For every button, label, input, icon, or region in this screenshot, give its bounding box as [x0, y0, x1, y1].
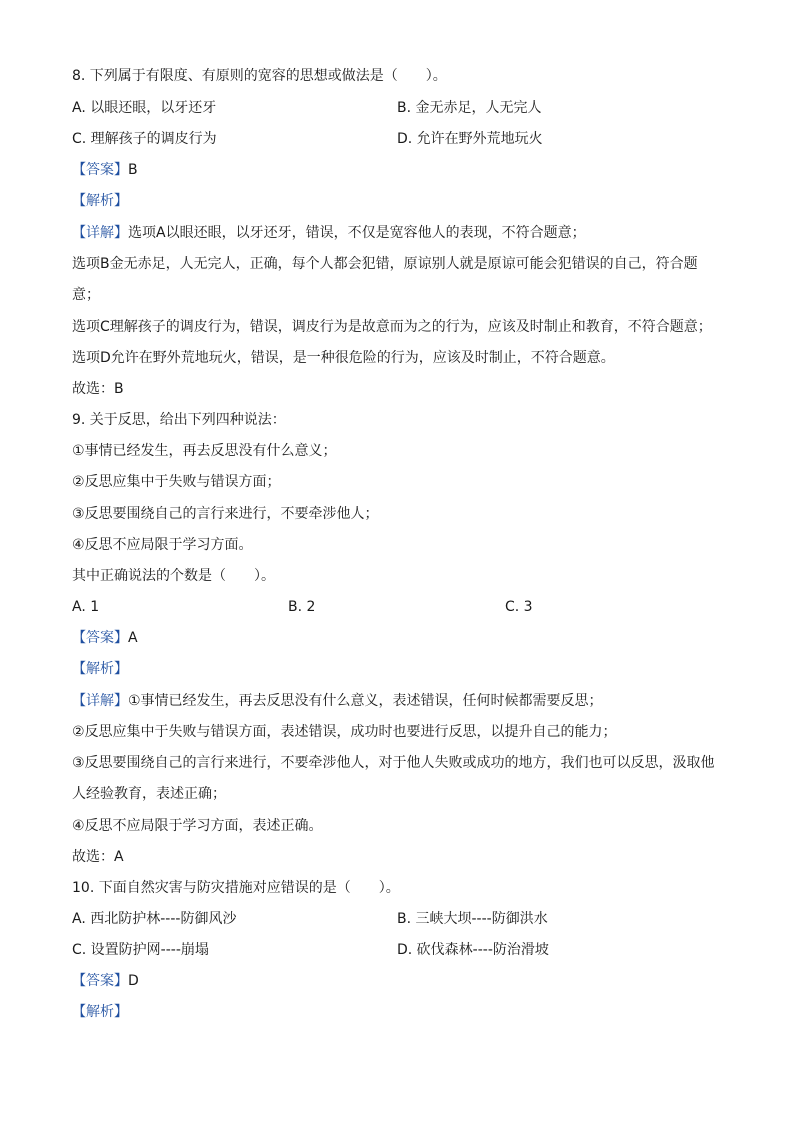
q9-analysis-tag: 【解析】: [72, 661, 128, 677]
q8-analysis-tag: 【解析】: [72, 193, 128, 209]
detail-tag: 【详解】: [72, 693, 128, 709]
q10-option-a: A. 西北防护林----防御风沙: [72, 911, 237, 927]
q8-detail-line-5: 选项D允许在野外荒地玩火，错误，是一种很危险的行为，应该及时制止，不符合题意。: [72, 350, 615, 366]
detail-tag: 【详解】: [72, 225, 128, 241]
answer-value: D: [128, 973, 139, 989]
q10-option-d: D. 砍伐森林----防治滑坡: [397, 942, 549, 958]
q8-option-a: A. 以眼还眼，以牙还牙: [72, 100, 217, 116]
q9-option-c: C. 3: [505, 599, 533, 615]
q9-detail-line-1: [72, 691, 603, 711]
q10-option-b: B. 三峡大坝----防御洪水: [397, 911, 548, 927]
answer-value: A: [128, 630, 138, 646]
q8-option-d: D. 允许在野外荒地玩火: [397, 131, 543, 147]
q9-detail-line-2: ②反思应集中于失败与错误方面，表述错误，成功时也要进行反思，以提升自己的能力；: [72, 724, 617, 740]
q8-detail-line-4: 选项C理解孩子的调皮行为，错误，调皮行为是故意而为之的行为，应该及时制止和教育，不符合题意；: [72, 319, 712, 335]
q9-option-a: A. 1: [72, 599, 100, 615]
q9-statement-4: ④反思不应局限于学习方面。: [72, 537, 253, 553]
q8-conclusion: 故选：B: [72, 381, 124, 397]
q10-analysis-tag: 【解析】: [72, 1004, 128, 1020]
q8-detail-line-2: 选项B金无赤足，人无完人，正确，每个人都会犯错，原谅别人就是原谅可能会犯错误的自己，符合题: [72, 256, 698, 272]
q9-detail-line-4: 人经验教育，表述正确；: [72, 786, 226, 802]
q9-answer: [72, 628, 138, 648]
q8-detail-line-1: [72, 223, 586, 243]
answer-tag: 【答案】: [72, 162, 128, 178]
q9-stem: 9. 关于反思，给出下列四种说法：: [72, 412, 286, 428]
q8-stem: 8. 下列属于有限度、有原则的宽容的思想或做法是（ ）。: [72, 68, 447, 84]
q9-statement-1: ①事情已经发生，再去反思没有什么意义；: [72, 443, 337, 459]
q9-question: 其中正确说法的个数是（ ）。: [72, 568, 275, 584]
q9-detail-line-5: ④反思不应局限于学习方面，表述正确。: [72, 818, 323, 834]
detail-text: 选项A以眼还眼，以牙还牙，错误，不仅是宽容他人的表现，不符合题意；: [128, 225, 586, 241]
q8-answer: [72, 160, 138, 180]
q9-conclusion: 故选：A: [72, 849, 124, 865]
q9-option-b: B. 2: [288, 599, 316, 615]
q8-option-b: B. 金无赤足，人无完人: [397, 100, 542, 116]
answer-value: B: [128, 162, 138, 178]
q10-stem: 10. 下面自然灾害与防灾措施对应错误的是（ ）。: [72, 880, 400, 896]
q8-option-c: C. 理解孩子的调皮行为: [72, 131, 217, 147]
q9-statement-3: ③反思要围绕自己的言行来进行，不要牵涉他人；: [72, 506, 379, 522]
q8-detail-line-3: 意；: [72, 287, 100, 303]
answer-tag: 【答案】: [72, 973, 128, 989]
q10-answer: [72, 971, 139, 991]
answer-tag: 【答案】: [72, 630, 128, 646]
detail-text: ①事情已经发生，再去反思没有什么意义，表述错误，任何时候都需要反思；: [128, 693, 603, 709]
q10-option-c: C. 设置防护网----崩塌: [72, 942, 209, 958]
q9-detail-line-3: ③反思要围绕自己的言行来进行，不要牵涉他人，对于他人失败或成功的地方，我们也可以反思，汲取他: [72, 755, 715, 771]
q9-statement-2: ②反思应集中于失败与错误方面；: [72, 474, 281, 490]
